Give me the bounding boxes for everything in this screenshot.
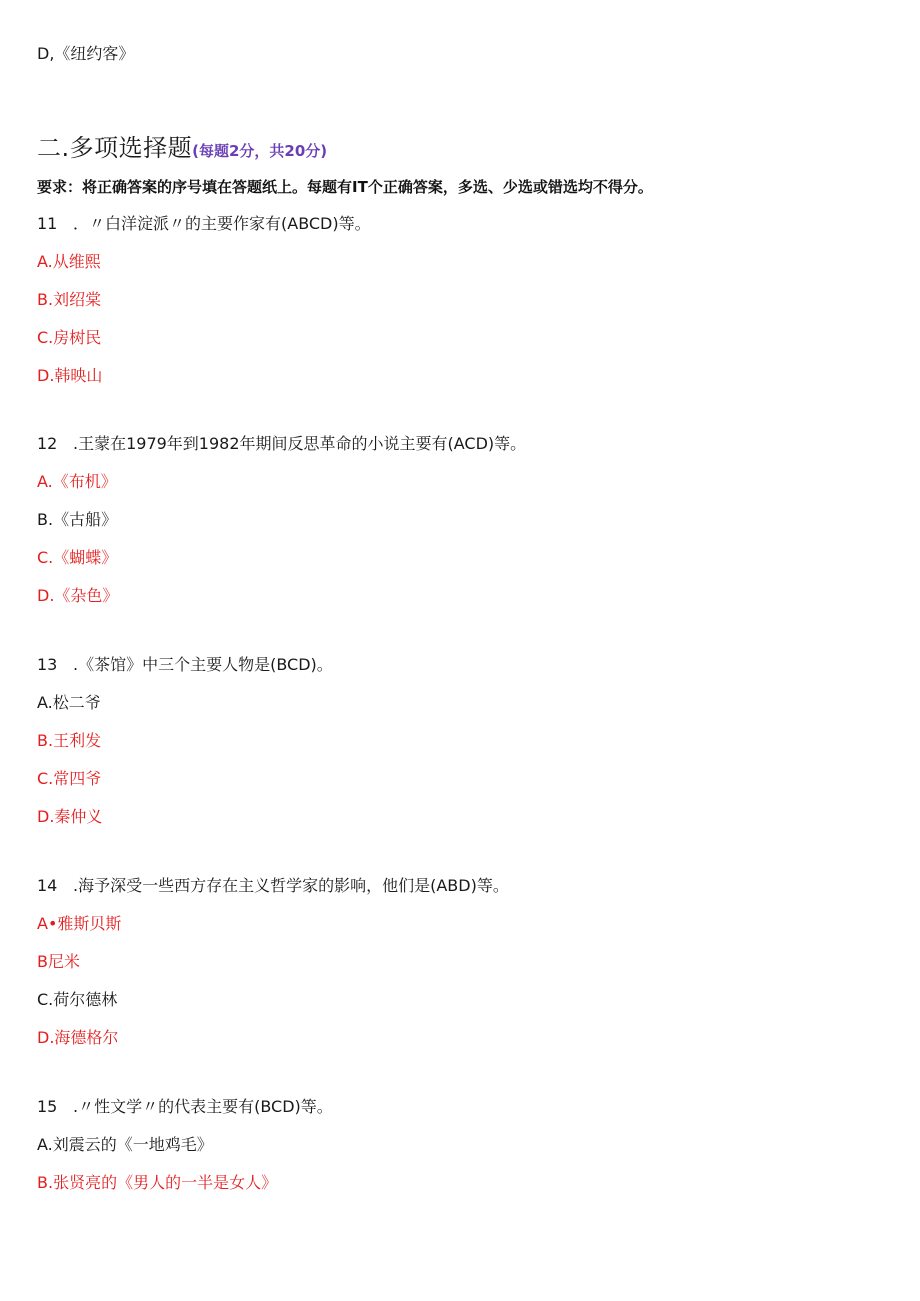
section-title-main: 二.多项选择题 [37,134,193,162]
option: C.《蝴蝶》 [37,548,118,567]
question-15 [37,1097,333,1117]
question-number: 11 [37,214,58,233]
question-number: 13 [37,655,58,674]
option: D.《杂色》 [37,586,119,605]
question-14 [37,876,509,896]
option: A.松二爷 [37,693,101,712]
question-text: .〃性文学〃的代表主要有(BCD)等。 [73,1097,333,1116]
question-number: 14 [37,876,58,895]
option: B.《古船》 [37,510,118,529]
section-title [37,128,327,163]
option: C.常四爷 [37,769,102,788]
option: D.海德格尔 [37,1028,119,1047]
option: B尼米 [37,952,80,971]
question-text: .王蒙在1979年到1982年期间反思革命的小说主要有(ACD)等。 [73,434,527,453]
question-13 [37,655,333,675]
question-text: .海予深受一些西方存在主义哲学家的影响，他们是(ABD)等。 [73,876,509,895]
option: C.荷尔德林 [37,990,118,1009]
option: B.刘绍棠 [37,290,102,309]
question-11 [37,214,371,234]
option: C.房树民 [37,328,102,347]
question-12 [37,434,526,454]
option: A•雅斯贝斯 [37,914,122,933]
option-d-previous: D,《纽约客》 [37,44,135,63]
section-requirement: 要求：将正确答案的序号填在答题纸上。每题有IT个正确答案，多选、少选或错选均不得分。 [37,178,653,196]
option: A.刘震云的《一地鸡毛》 [37,1135,213,1154]
question-text: ．〃白洋淀派〃的主要作家有(ABCD)等。 [73,214,371,233]
option: A.从维熙 [37,252,101,271]
question-number: 12 [37,434,58,453]
option: D.秦仲义 [37,807,103,826]
option: D.韩映山 [37,366,103,385]
option: B.张贤亮的《男人的一半是女人》 [37,1173,278,1192]
option: A.《布机》 [37,472,117,491]
question-text: .《茶馆》中三个主要人物是(BCD)。 [73,655,333,674]
option: B.王利发 [37,731,102,750]
section-title-subtitle: (每题2分，共20分) [192,142,328,160]
question-number: 15 [37,1097,58,1116]
